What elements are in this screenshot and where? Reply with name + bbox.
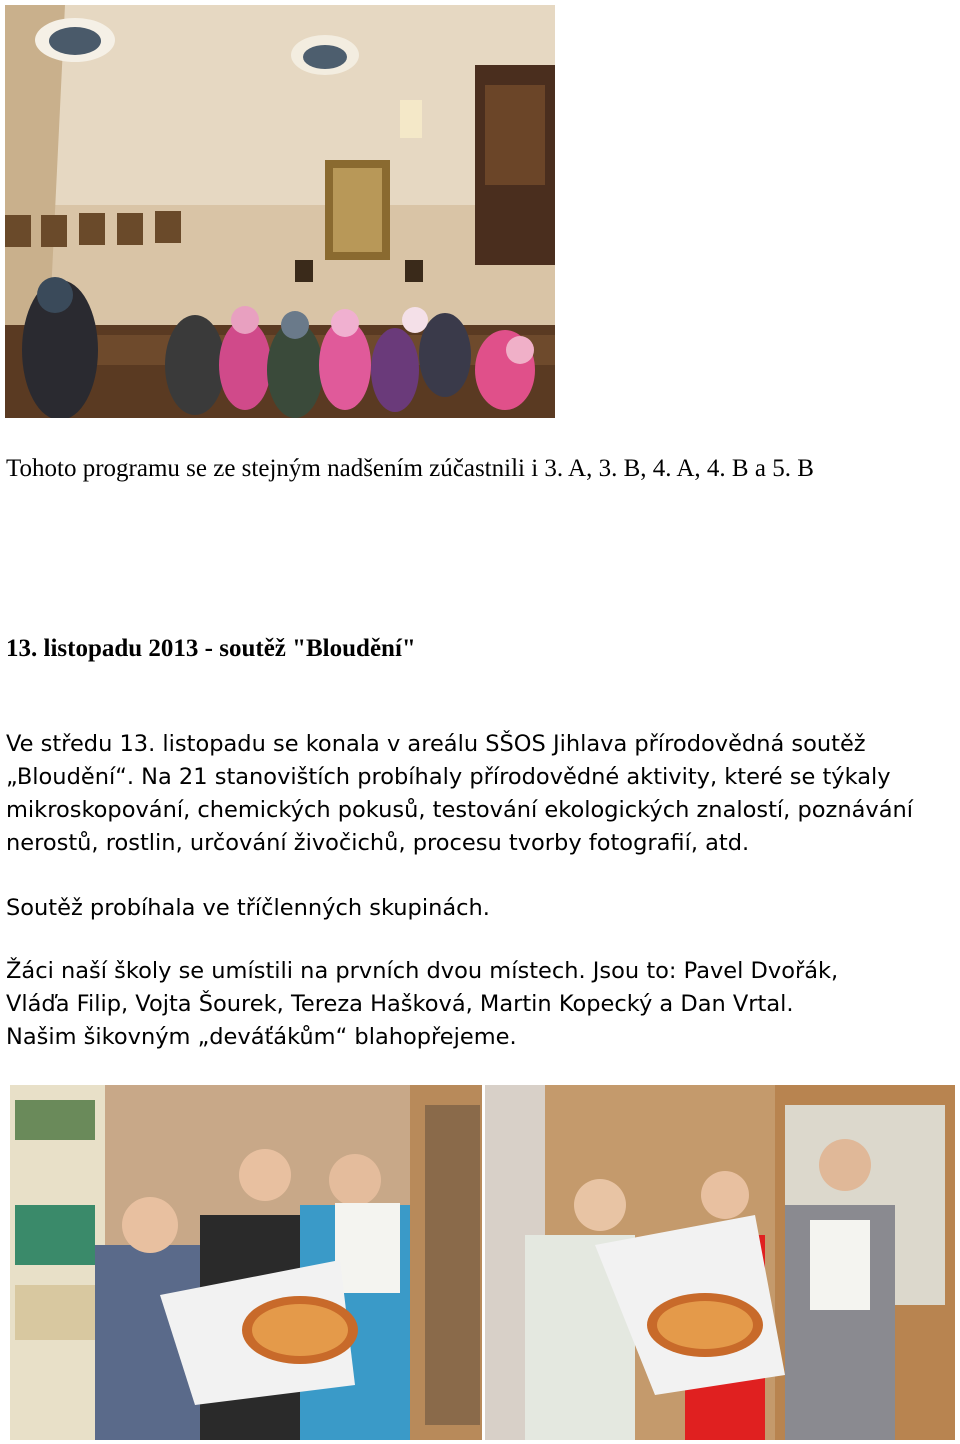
- intro-paragraph: Tohoto programu se ze stejným nadšením zúčastnili i 3. A, 3. B, 4. A, 4. B a 5. B: [6, 455, 814, 482]
- section-heading: 13. listopadu 2013 - soutěž "Bloudění": [6, 635, 416, 662]
- winners-photo-left: [10, 1085, 482, 1440]
- section-paragraph-2: Soutěž probíhala ve tříčlenných skupinách.: [6, 895, 490, 921]
- church-photo: [5, 5, 555, 418]
- section-paragraph-3-line-1: Žáci naší školy se umístili na prvních dvou místech. Jsou to: Pavel Dvořák,: [6, 958, 839, 984]
- winners-photo-right: [485, 1085, 955, 1440]
- section-paragraph-1: Ve středu 13. listopadu se konala v areálu SŠOS Jihlava přírodovědná soutěž „Bloudění“. Na 21 stanovištích probíhaly přírodovědné aktivity, které se týkaly mikroskopování, chemických pokusů, testování ekologických znalostí, poznávání nerostů, rostlin, určování živočichů, procesu tvorby fotografií, atd.: [6, 731, 913, 856]
- section-paragraph-3-line-2: Vláďa Filip, Vojta Šourek, Tereza Hašková, Martin Kopecký a Dan Vrtal.: [6, 991, 794, 1017]
- section-paragraph-3-line-3: Našim šikovným „deváťákům“ blahopřejeme.: [6, 1024, 517, 1050]
